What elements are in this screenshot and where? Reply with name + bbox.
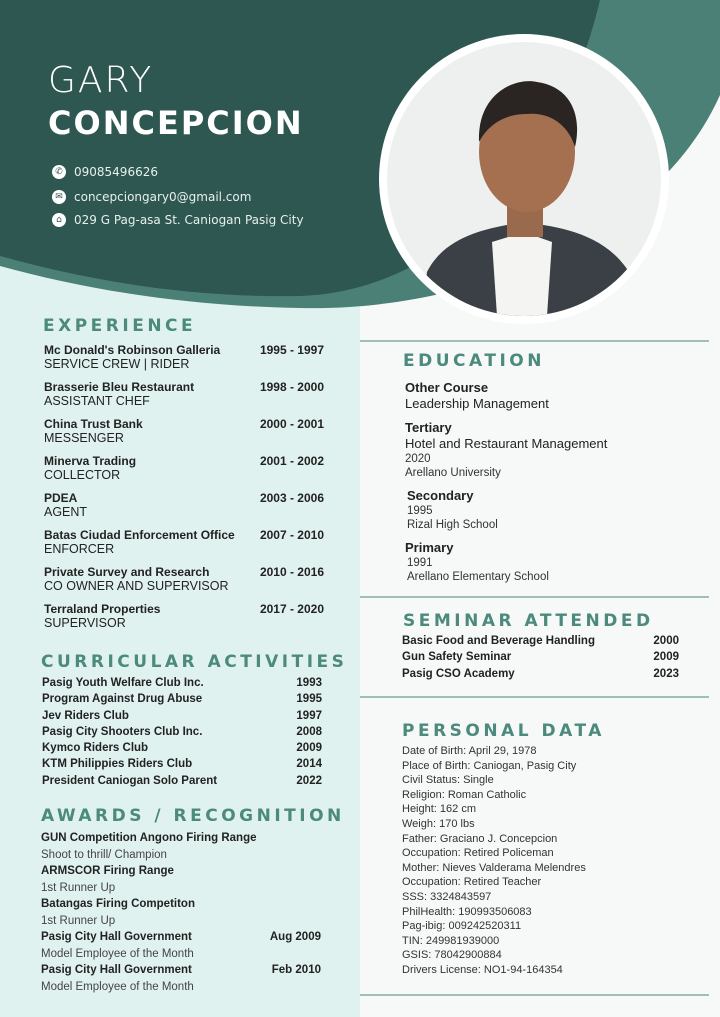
activity-year: 2022 xyxy=(296,774,322,787)
personal-item: TIN: 249981939000 xyxy=(402,934,500,947)
address-text: 029 G Pag-asa St. Caniogan Pasig City xyxy=(74,213,304,227)
activity-name: Kymco Riders Club xyxy=(42,742,149,755)
award-name: ARMSCOR Firing Range xyxy=(41,865,174,877)
divider xyxy=(360,696,709,698)
awards-list xyxy=(41,830,321,995)
company: China Trust Bank xyxy=(44,417,143,431)
divider xyxy=(360,596,709,598)
award-item xyxy=(41,863,321,896)
role: AGENT xyxy=(44,505,88,519)
divider xyxy=(360,340,709,342)
role: ASSISTANT CHEF xyxy=(44,394,150,408)
activity-name: Jev Riders Club xyxy=(42,709,129,722)
personal-item: Weigh: 170 lbs xyxy=(402,817,475,830)
edu-school: Rizal High School xyxy=(407,519,498,531)
award-item xyxy=(41,830,321,863)
years: 1995 - 1997 xyxy=(259,343,324,357)
experience-list xyxy=(44,343,324,639)
edu-year: 1995 xyxy=(407,505,433,517)
company: Brasserie Bleu Restaurant xyxy=(44,380,195,394)
phone-text: 09085496626 xyxy=(74,165,158,179)
personal-item: Occupation: Retired Teacher xyxy=(402,876,542,889)
home-icon: ⌂ xyxy=(52,213,66,227)
experience-item xyxy=(44,528,324,557)
personal-item: SSS: 3324843597 xyxy=(402,890,492,903)
curricular-list xyxy=(42,675,322,789)
company: Batas Ciudad Enforcement Office xyxy=(44,528,235,542)
company: Private Survey and Research xyxy=(44,565,210,579)
curricular-heading: CURRICULAR ACTIVITIES xyxy=(41,652,348,672)
seminar-year: 2009 xyxy=(653,651,679,664)
activity-name: Program Against Drug Abuse xyxy=(42,693,203,706)
personal-item: Height: 162 cm xyxy=(402,803,476,816)
seminar-name: Gun Safety Seminar xyxy=(402,651,512,664)
personal-item: GSIS: 78042900884 xyxy=(402,949,502,962)
company: PDEA xyxy=(44,491,78,505)
award-desc: 1st Runner Up xyxy=(41,881,116,894)
seminar-year: 2000 xyxy=(653,635,679,647)
experience-item xyxy=(44,417,324,446)
years: 1998 - 2000 xyxy=(259,380,324,394)
company: Mc Donald's Robinson Galleria xyxy=(44,343,221,357)
seminar-heading: SEMINAR ATTENDED xyxy=(403,611,654,631)
activity-item xyxy=(42,740,322,756)
role: ENFORCER xyxy=(44,542,115,556)
company: Terraland Properties xyxy=(44,602,161,616)
award-name: Batangas Firing Competiton xyxy=(41,898,195,910)
divider xyxy=(360,994,709,996)
personal-item: Father: Graciano J. Concepcion xyxy=(402,832,558,845)
personal-item: Drivers License: NO1-94-164354 xyxy=(402,963,563,976)
contact-email xyxy=(52,190,251,204)
phone-icon: ✆ xyxy=(52,165,66,179)
activity-item xyxy=(42,756,322,772)
personal-item: Civil Status: Single xyxy=(402,774,494,787)
award-name: Pasig City Hall Government xyxy=(41,964,192,976)
edu-year: 2020 xyxy=(405,453,431,465)
personal-item: Date of Birth: April 29, 1978 xyxy=(402,745,537,757)
edu-level: Secondary xyxy=(407,488,474,503)
seminar-year: 2023 xyxy=(653,667,679,680)
personal-data-list xyxy=(402,744,702,978)
activity-name: Pasig Youth Welfare Club Inc. xyxy=(42,677,204,689)
activity-name: KTM Philippies Riders Club xyxy=(42,758,193,771)
activity-name: President Caniogan Solo Parent xyxy=(42,774,218,787)
activity-item xyxy=(42,724,322,740)
award-name: Pasig City Hall Government xyxy=(41,931,192,943)
award-name: GUN Competition Angono Firing Range xyxy=(41,832,257,844)
years: 2003 - 2006 xyxy=(259,491,324,505)
experience-item xyxy=(44,565,324,594)
activity-name: Pasig City Shooters Club Inc. xyxy=(42,725,203,738)
personal-item: Occupation: Retired Policeman xyxy=(402,847,554,860)
edu-school: Arellano University xyxy=(405,467,501,479)
education-heading: EDUCATION xyxy=(403,351,545,371)
activity-year: 2009 xyxy=(296,742,322,755)
years: 2000 - 2001 xyxy=(259,417,324,431)
experience-item xyxy=(44,454,324,483)
experience-item xyxy=(44,491,324,520)
years: 2010 - 2016 xyxy=(259,565,324,579)
activity-item xyxy=(42,691,322,707)
activity-item xyxy=(42,773,322,789)
activity-year: 2014 xyxy=(296,758,322,771)
edu-level: Tertiary xyxy=(405,420,452,435)
years: 2017 - 2020 xyxy=(259,602,324,616)
personal-item: Religion: Roman Catholic xyxy=(402,788,527,801)
activity-year: 1995 xyxy=(296,693,322,706)
seminar-item xyxy=(402,666,679,682)
years: 2001 - 2002 xyxy=(259,454,324,468)
edu-level: Other Course xyxy=(405,380,489,395)
edu-year: 1991 xyxy=(407,557,433,569)
personal-item: PhilHealth: 190993506083 xyxy=(402,905,532,918)
award-desc: Model Employee of the Month xyxy=(41,947,194,960)
edu-level: Primary xyxy=(405,540,454,555)
activity-item xyxy=(42,708,322,724)
seminar-name: Pasig CSO Academy xyxy=(402,667,515,680)
award-desc: Shoot to thrill/ Champion xyxy=(41,848,167,861)
award-item xyxy=(41,929,321,962)
years: 2007 - 2010 xyxy=(259,528,324,542)
education-list xyxy=(405,374,695,584)
last-name: CONCEPCION xyxy=(48,104,304,142)
role: SUPERVISOR xyxy=(44,616,126,630)
award-desc: Model Employee of the Month xyxy=(41,980,194,993)
activity-year: 1993 xyxy=(296,677,322,689)
email-icon: ✉ xyxy=(52,190,66,204)
role: SERVICE CREW | RIDER xyxy=(44,357,190,371)
edu-course: Hotel and Restaurant Management xyxy=(405,436,608,451)
activity-item xyxy=(42,675,322,691)
award-item xyxy=(41,896,321,929)
seminar-list xyxy=(402,633,679,682)
activity-year: 2008 xyxy=(296,725,322,738)
seminar-item xyxy=(402,649,679,665)
personal-item: Pag-ibig: 009242520311 xyxy=(402,920,522,933)
experience-item xyxy=(44,343,324,372)
experience-item xyxy=(44,602,324,631)
seminar-item xyxy=(402,633,679,649)
edu-school: Arellano Elementary School xyxy=(407,571,549,583)
contact-address xyxy=(52,213,304,227)
contact-phone xyxy=(52,165,158,179)
role: CO OWNER AND SUPERVISOR xyxy=(44,579,229,593)
profile-photo xyxy=(379,34,669,324)
award-item xyxy=(41,962,321,995)
award-date: Feb 2010 xyxy=(271,964,321,976)
personal-item: Place of Birth: Caniogan, Pasig City xyxy=(402,759,577,772)
award-desc: 1st Runner Up xyxy=(41,914,116,927)
role: MESSENGER xyxy=(44,431,124,445)
experience-heading: EXPERIENCE xyxy=(43,316,197,336)
company: Minerva Trading xyxy=(44,454,137,468)
award-date: Aug 2009 xyxy=(269,931,321,943)
activity-year: 1997 xyxy=(296,709,322,722)
seminar-name: Basic Food and Beverage Handling xyxy=(402,635,595,647)
first-name: GARY xyxy=(48,60,154,101)
awards-heading: AWARDS / RECOGNITION xyxy=(41,806,345,826)
personal-item: Mother: Nieves Valderama Melendres xyxy=(402,861,586,874)
email-text: concepciongary0@gmail.com xyxy=(74,190,252,204)
personal-heading: PERSONAL DATA xyxy=(402,721,605,741)
edu-course: Leadership Management xyxy=(405,396,549,411)
experience-item xyxy=(44,380,324,409)
role: COLLECTOR xyxy=(44,468,121,482)
